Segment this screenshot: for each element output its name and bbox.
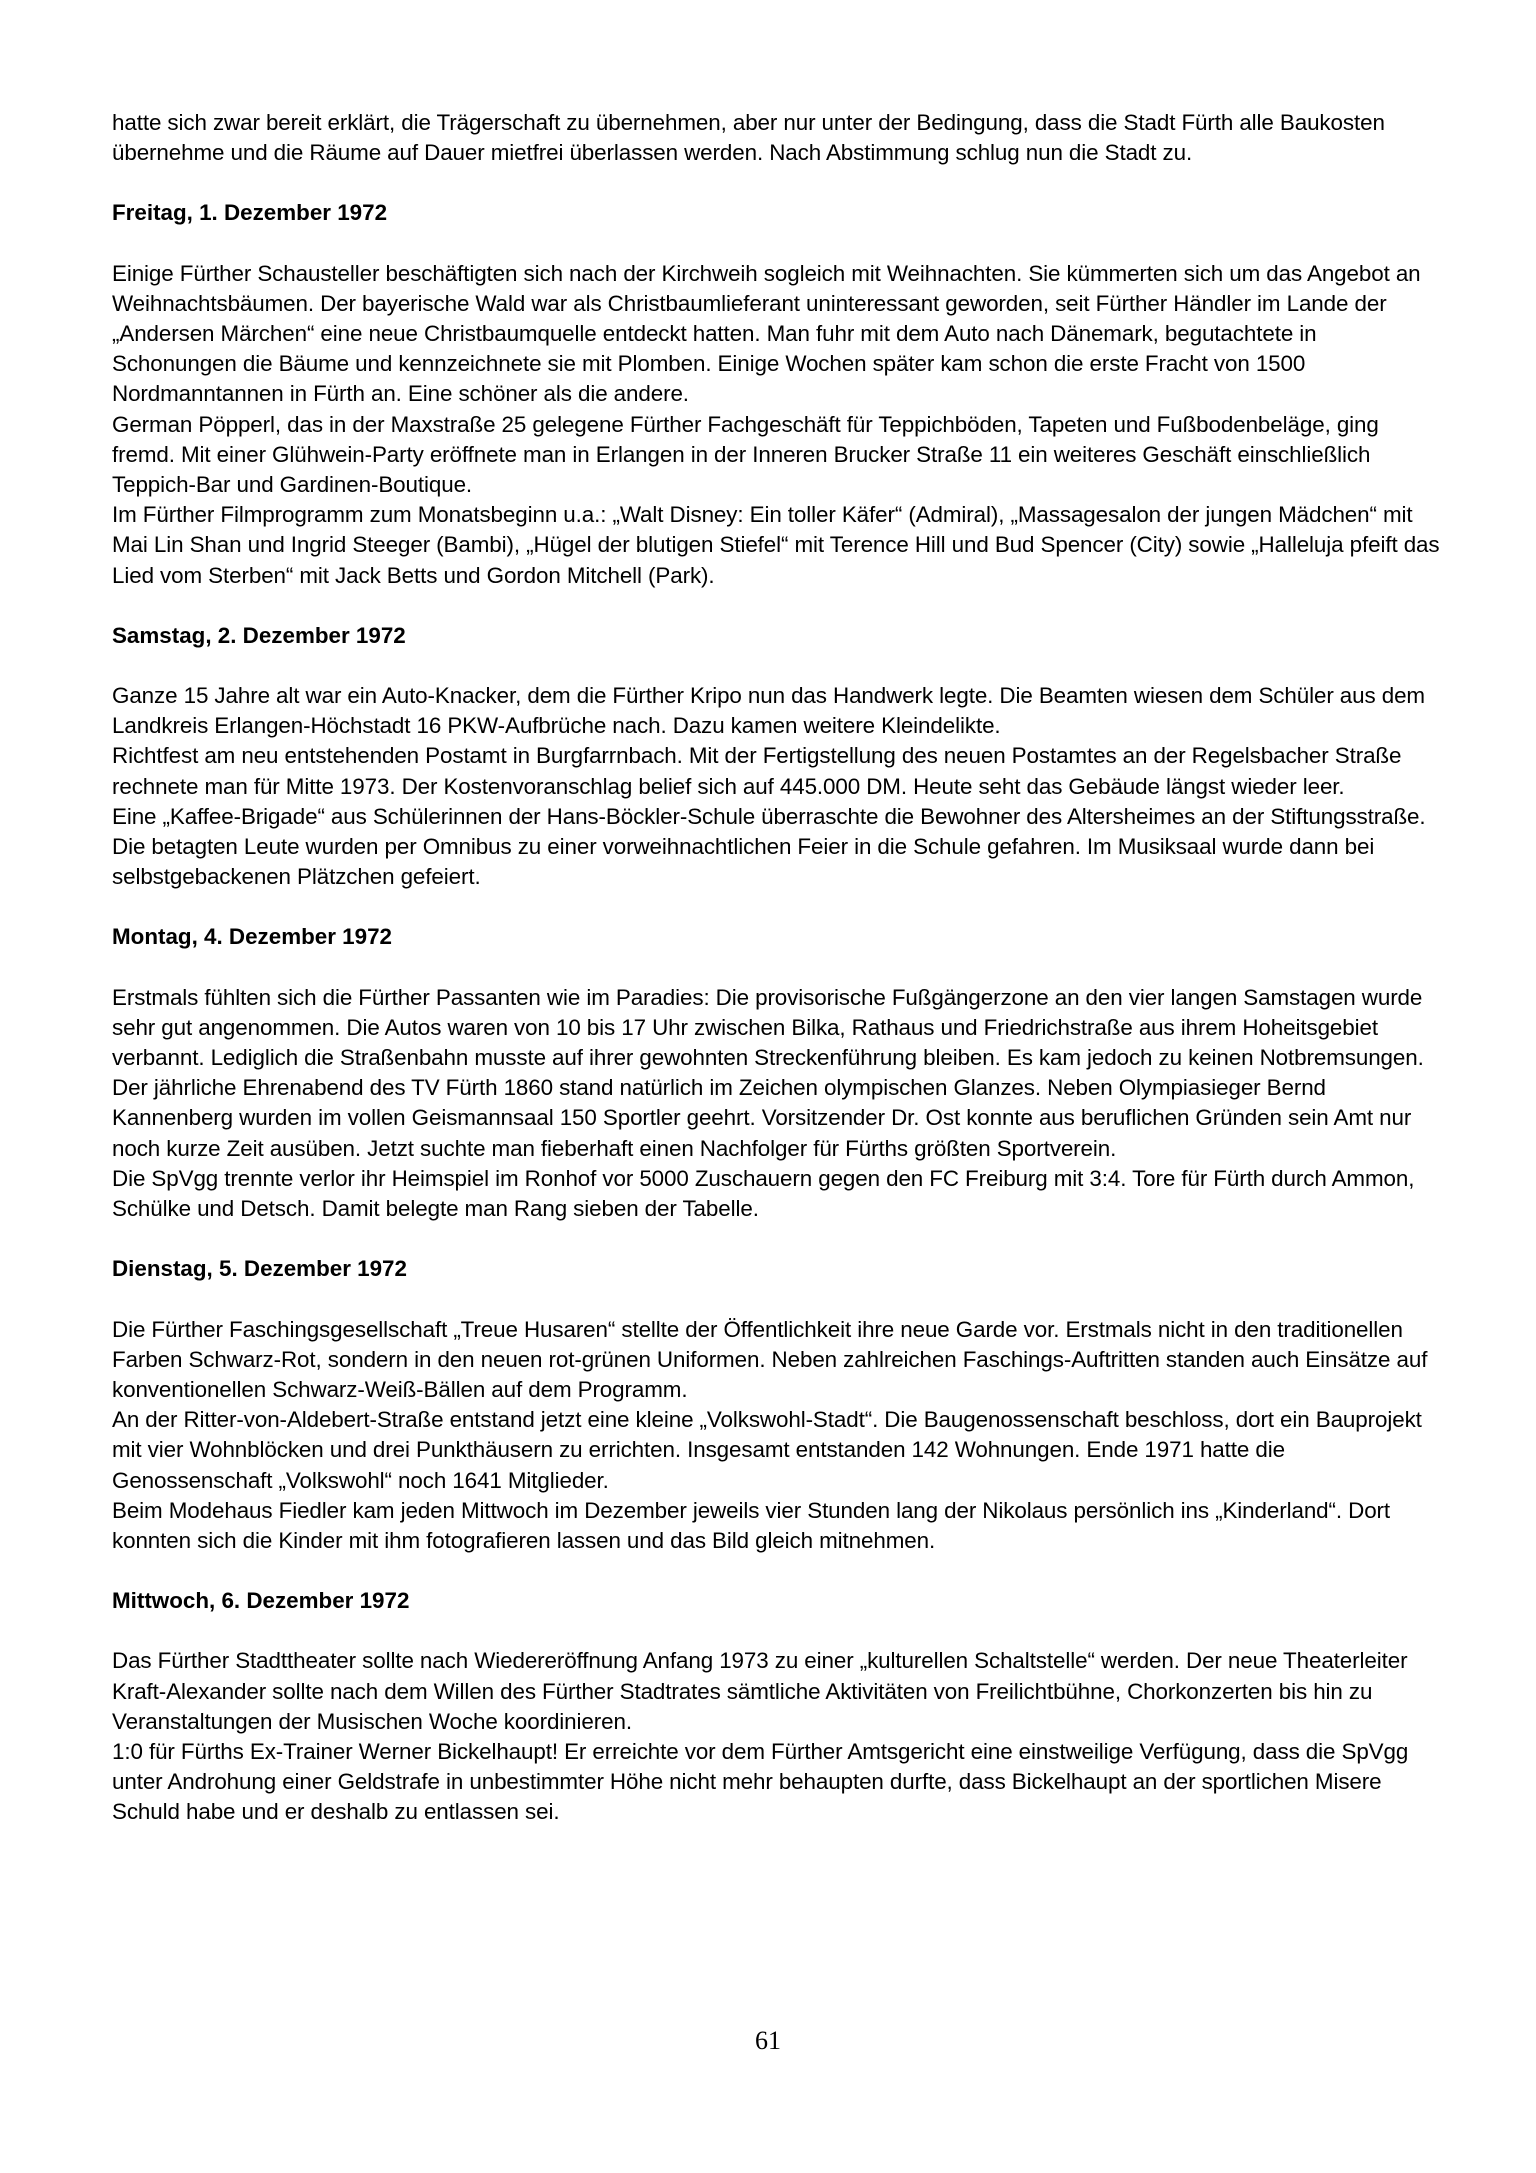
intro-paragraph: hatte sich zwar bereit erklärt, die Trägerschaft zu übernehmen, aber nur unter der Bedingung, dass die Stadt Fürth alle Baukosten übernehme und die Räume auf Dauer mietfrei überlassen werden. Nach Abstimmung schlug nun die Stadt zu.	[112, 110, 1385, 166]
document-body	[112, 108, 1442, 1828]
paragraph: Richtfest am neu entstehenden Postamt in Burgfarrnbach. Mit der Fertigstellung des neuen Postamtes an der Regelsbacher Straße rechnete man für Mitte 1973. Der Kostenvoranschlag belief sich auf 445.000 DM. Heute seht das Gebäude längst wieder leer.	[112, 743, 1402, 799]
paragraph: Der jährliche Ehrenabend des TV Fürth 1860 stand natürlich im Zeichen olympischen Glanzes. Neben Olympiasieger Bernd Kannenberg wurden im vollen Geismannsaal 150 Sportler geehrt. Vorsitzender Dr. Ost konnte aus beruflichen Gründen sein Amt nur noch kurze Zeit ausüben. Jetzt suchte man fieberhaft einen Nachfolger für Fürths größten Sportverein.	[112, 1075, 1412, 1161]
section-freitag	[112, 198, 1442, 590]
section-date-heading: Dienstag, 5. Dezember 1972	[112, 1256, 407, 1282]
section-mittwoch	[112, 1586, 1442, 1827]
section-samstag	[112, 621, 1442, 893]
section-date-heading: Montag, 4. Dezember 1972	[112, 924, 392, 950]
paragraph: An der Ritter-von-Aldebert-Straße entstand jetzt eine kleine „Volkswohl-Stadt“. Die Baugenossenschaft beschloss, dort ein Bauprojekt mit vier Wohnblöcken und drei Punkthäusern zu errichten. Insgesamt entstanden 142 Wohnungen. Ende 1971 hatte die Genossenschaft „Volkswohl“ noch 1641 Mitglieder.	[112, 1407, 1422, 1493]
paragraph: Beim Modehaus Fiedler kam jeden Mittwoch im Dezember jeweils vier Stunden lang der Nikolaus persönlich ins „Kinderland“. Dort konnten sich die Kinder mit ihm fotografieren lassen und das Bild gleich mitnehmen.	[112, 1497, 1391, 1553]
section-date-heading: Samstag, 2. Dezember 1972	[112, 622, 406, 648]
paragraph: German Pöpperl, das in der Maxstraße 25 gelegene Fürther Fachgeschäft für Teppichböden, Tapeten und Fußbodenbeläge, ging fremd. Mit einer Glühwein-Party eröffnete man in Erlangen in der Inneren Brucker Straße 11 ein weiteres Geschäft einschließlich Teppich-Bar und Gardinen-Boutique.	[112, 411, 1379, 498]
paragraph: Die Fürther Faschingsgesellschaft „Treue Husaren“ stellte der Öffentlichkeit ihre neue Garde vor. Erstmals nicht in den traditionellen Farben Schwarz-Rot, sondern in den neuen rot-grünen Uniformen. Neben zahlreichen Faschings-Auftritten standen auch Einsätze auf konventionellen Schwarz-Weiß-Bällen auf dem Programm.	[112, 1316, 1428, 1402]
paragraph: Erstmals fühlten sich die Fürther Passanten wie im Paradies: Die provisorische Fußgängerzone an den vier langen Samstagen wurde sehr gut angenommen. Die Autos waren von 10 bis 17 Uhr zwischen Bilka, Rathaus und Friedrichstraße aus ihrem Hoheitsgebiet verbannt. Lediglich die Straßenbahn musste auf ihrer gewohnten Streckenführung bleiben. Es kam jedoch zu keinen Notbremsungen.	[112, 984, 1424, 1071]
section-dienstag	[112, 1254, 1442, 1556]
page-number: 61	[755, 2026, 781, 2055]
paragraph: Eine „Kaffee-Brigade“ aus Schülerinnen der Hans-Böckler-Schule überraschte die Bewohner des Altersheimes an der Stiftungsstraße. Die betagten Leute wurden per Omnibus zu einer vorweihnachtlichen Feier in die Schule gefahren. Im Musiksaal wurde dann bei selbstgebackenen Plätzchen gefeiert.	[112, 803, 1426, 890]
paragraph: Im Fürther Filmprogramm zum Monatsbeginn u.a.: „Walt Disney: Ein toller Käfer“ (Admiral), „Massagesalon der jungen Mädchen“ mit Mai Lin Shan und Ingrid Steeger (Bambi), „Hügel der blutigen Stiefel“ mit Terence Hill und Bud Spencer (City) sowie „Halleluja pfeift das Lied vom Sterben“ mit Jack Betts und Gordon Mitchell (Park).	[112, 502, 1440, 588]
paragraph: Die SpVgg trennte verlor ihr Heimspiel im Ronhof vor 5000 Zuschauern gegen den FC Freiburg mit 3:4. Tore für Fürth durch Ammon, Schülke und Detsch. Damit belegte man Rang sieben der Tabelle.	[112, 1165, 1415, 1222]
section-date-heading: Mittwoch, 6. Dezember 1972	[112, 1588, 410, 1614]
paragraph: 1:0 für Fürths Ex-Trainer Werner Bickelhaupt! Er erreichte vor dem Fürther Amtsgericht eine einstweilige Verfügung, dass die SpVgg unter Androhung einer Geldstrafe in unbestimmter Höhe nicht mehr behaupten durfte, dass Bickelhaupt an der sportlichen Misere Schuld habe und er deshalb zu entlassen sei.	[112, 1738, 1409, 1825]
paragraph: Einige Fürther Schausteller beschäftigten sich nach der Kirchweih sogleich mit Weihnachten. Sie kümmerten sich um das Angebot an Weihnachtsbäumen. Der bayerische Wald war als Christbaumlieferant uninteressant geworden, seit Fürther Händler im Lande der „Andersen Märchen“ eine neue Christbaumquelle entdeckt hatten. Man fuhr mit dem Auto nach Dänemark, begutachtete in Schonungen die Bäume und kennzeichnete sie mit Plomben. Einige Wochen später kam schon die erste Fracht von 1500 Nordmanntannen in Fürth an. Eine schöner als die andere.	[112, 260, 1421, 407]
section-date-heading: Freitag, 1. Dezember 1972	[112, 200, 388, 226]
paragraph: Ganze 15 Jahre alt war ein Auto-Knacker, dem die Fürther Kripo nun das Handwerk legte. Die Beamten wiesen dem Schüler aus dem Landkreis Erlangen-Höchstadt 16 PKW-Aufbrüche nach. Dazu kamen weitere Kleindelikte.	[112, 683, 1425, 739]
section-montag	[112, 922, 1442, 1224]
paragraph: Das Fürther Stadttheater sollte nach Wiedereröffnung Anfang 1973 zu einer „kulturellen Schaltstelle“ werden. Der neue Theaterleiter Kraft-Alexander sollte nach dem Willen des Fürther Stadtrates sämtliche Aktivitäten von Freilichtbühne, Chorkonzerten bis hin zu Veranstaltungen der Musischen Woche koordinieren.	[112, 1648, 1408, 1734]
